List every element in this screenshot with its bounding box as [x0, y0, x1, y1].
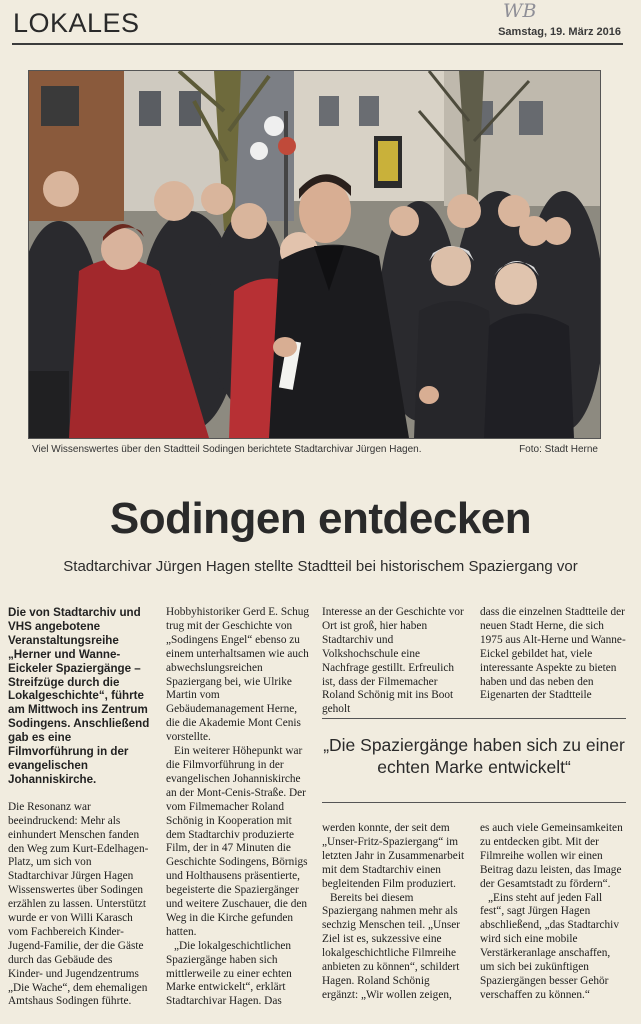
- lead-paragraph: Die von Stadtarchiv und VHS angebotene Veranstaltungsreihe „Herner und Wanne-Eickeler Spaziergänge – Streifzüge durch die Lokalgeschichte“, führte am Mittwoch ins Zentrum Sodingens. Anschließend gab es eine Filmvorführung in der evangelischen Johanniskirche.: [8, 606, 150, 786]
- column-3-top: [322, 606, 468, 717]
- photo-credit: Foto: Stadt Herne: [519, 444, 598, 455]
- article-photo: [28, 70, 601, 439]
- column-2: [166, 606, 312, 1009]
- pullquote: „Die Spaziergänge haben sich zu einer echten Marke entwickelt“: [323, 735, 625, 777]
- photo-caption: Viel Wissenswertes über den Stadtteil Sodingen berichtete Stadtarchivar Jürgen Hagen.: [32, 444, 422, 455]
- body-paragraph: Interesse an der Geschichte vor Ort ist groß, hier haben Stadtarchiv und Volkshochschule eine Nachfrage gestillt. Erfreulich ist, dass der Filmemacher Roland Schönig mit ins Boot geholt: [322, 606, 464, 716]
- body-paragraph: Die Resonanz war beeindruckend: Mehr als einhundert Menschen fanden den Weg zum Kurt-Edelhagen-Platz, um sich von Stadtarchivar Jürgen Hagen Wissenswertes über Sodingen erzählen zu lassen. Unterstützt wurde er von Willi Karasch vom Fachbereich Kinder-Jugend-Familie, der die Gäste durch das Gebäude des Kinder- und Jugendzentrums „Die Wache“, dem ehemaligen Amtshaus Sodingen führte.: [8, 800, 149, 1008]
- column-4-bottom: [480, 822, 626, 1003]
- pullquote-rule-top: [322, 718, 626, 719]
- body-paragraph: werden konnte, der seit dem „Unser-Fritz-Spaziergang“ im letzten Jahr in Zusammenarbeit mit dem Stadtarchiv einen begleitenden Film produziert.: [322, 822, 465, 890]
- body-paragraph: Bereits bei diesem Spaziergang nahmen mehr als sechzig Menschen teil. „Unser Ziel ist es, sukzessive eine lokalgeschichtliche Filmreihe anbieten zu können“, schildert Hagen. Roland Schönig ergänzt: „Wir wollen zeigen,: [322, 891, 461, 1001]
- issue-date: Samstag, 19. März 2016: [498, 26, 621, 38]
- body-paragraph: „Die lokalgeschichtlichen Spaziergänge haben sich mittlerweile zu einer echten Marke entwickelt“, erklärt Stadtarchivar Hagen. Das: [166, 939, 292, 1008]
- handwritten-mark: WB: [503, 0, 537, 22]
- body-paragraph: dass die einzelnen Stadtteile der neuen Stadt Herne, die sich 1975 aus Alt-Herne und Wanne-Eickel gebildet hat, viele interessante Aspekte zu bieten haben und das neben den Eigenarten der Stadtteile: [480, 606, 626, 702]
- body-paragraph: Hobbyhistoriker Gerd E. Schug trug mit der Geschichte von „Sodingens Engel“ ebenso zu einem unterhaltsamen wie auch abwechslungsreichen Spaziergang bei, wie Ulrike Martin vom Gebäudemanagement Herne, die die Akademie Mont Cenis vorstellte.: [166, 606, 310, 744]
- column-3-bottom: [322, 822, 468, 1003]
- column-1: [8, 606, 150, 1009]
- article-headline: Sodingen entdecken: [109, 494, 532, 543]
- bleed-through-decoration: [150, 10, 159, 41]
- article-subheadline: Stadtarchivar Jürgen Hagen stellte Stadtteil bei historischem Spaziergang vor: [63, 558, 578, 575]
- pullquote-rule-bottom: [322, 802, 626, 803]
- body-paragraph: es auch viele Gemeinsamkeiten zu entdecken gibt. Mit der Filmreihe wollen wir einen Beitrag dazu leisten, das Image der Gesamtstadt zu fördern“.: [480, 822, 623, 890]
- body-paragraph: Ein weiterer Höhepunkt war die Filmvorführung in der evangelischen Johanniskirche an der Mont-Cenis-Straße. Der vom Filmemacher Roland Schönig in Kooperation mit dem Stadtarchiv produzierte Film, der in 47 Minuten die Geschichte Sodingens, Börnigs und Holthausens präsentierte, begeisterte die Spaziergänger und weitere Zuschauer, die den Weg in die Kirche gefunden hatten.: [166, 745, 308, 938]
- masthead-rule: [12, 43, 623, 45]
- section-title: LOKALES: [13, 8, 140, 38]
- column-4-top: [480, 606, 626, 703]
- body-paragraph: „Eins steht auf jeden Fall fest“, sagt Jürgen Hagen abschließend, „das Stadtarchiv wird sich eine mobile Verstärkeranlage anschaffen, um sich bei zukünftigen Spaziergängen besser Gehör verschaffen zu können.“: [480, 891, 619, 1001]
